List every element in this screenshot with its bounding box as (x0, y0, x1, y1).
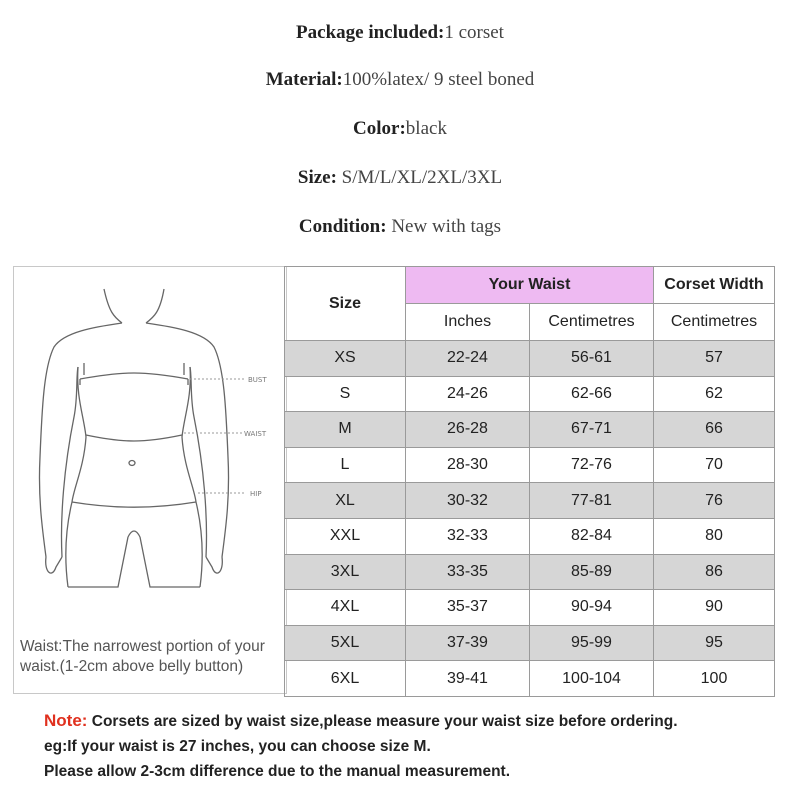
inches-cell: 37-39 (406, 625, 530, 661)
table-row (285, 341, 775, 377)
corset-cell: 66 (654, 412, 775, 448)
size-cell: XXL (285, 518, 406, 554)
color-label: Color: (353, 118, 406, 139)
note-line-3: Please allow 2-3cm difference due to the manual measurement. (44, 763, 511, 780)
size-cell: L (285, 447, 406, 483)
sizing-note (44, 708, 678, 784)
your-waist-header: Your Waist (406, 267, 654, 304)
package-label: Package included: (296, 22, 445, 43)
waist-label: WAIST (244, 430, 267, 438)
table-row (285, 483, 775, 519)
inches-cell: 26-28 (406, 412, 530, 448)
note-text-1: Corsets are sized by waist size,please measure your waist size before ordering. (87, 713, 678, 730)
size-cell: 3XL (285, 554, 406, 590)
cm-cell: 77-81 (530, 483, 654, 519)
material-value: 100%latex/ 9 steel boned (342, 69, 535, 90)
size-cell: S (285, 376, 406, 412)
material-label: Material: (265, 69, 343, 90)
corset-cell: 100 (654, 661, 775, 697)
package-line (0, 22, 800, 44)
table-row (285, 376, 775, 412)
table-row (285, 590, 775, 626)
table-header-row (285, 267, 775, 304)
cm-cell: 62-66 (530, 376, 654, 412)
size-cell: 6XL (285, 661, 406, 697)
corset-cell: 70 (654, 447, 775, 483)
size-cell: M (285, 412, 406, 448)
inches-subheader: Inches (406, 304, 530, 341)
inches-cell: 32-33 (406, 518, 530, 554)
corset-cell: 95 (654, 625, 775, 661)
color-value: black (405, 118, 447, 139)
cm-cell: 90-94 (530, 590, 654, 626)
hip-label: HIP (250, 490, 262, 498)
size-cell: XS (285, 341, 406, 377)
color-line (0, 118, 800, 140)
corset-centimetres-subheader: Centimetres (654, 304, 775, 341)
centimetres-subheader: Centimetres (530, 304, 654, 341)
material-line (0, 69, 800, 91)
cm-cell: 56-61 (530, 341, 654, 377)
corset-cell: 62 (654, 376, 775, 412)
condition-label: Condition: (298, 216, 392, 237)
inches-cell: 35-37 (406, 590, 530, 626)
cm-cell: 82-84 (530, 518, 654, 554)
cm-cell: 85-89 (530, 554, 654, 590)
corset-cell: 80 (654, 518, 775, 554)
cm-cell: 67-71 (530, 412, 654, 448)
waist-caption (14, 637, 288, 677)
corset-cell: 90 (654, 590, 775, 626)
body-outline-illustration (14, 267, 286, 627)
table-row (285, 447, 775, 483)
table-row (285, 554, 775, 590)
inches-cell: 24-26 (406, 376, 530, 412)
size-line (0, 167, 800, 189)
size-cell: 5XL (285, 625, 406, 661)
size-chart-table (284, 266, 775, 697)
cm-cell: 95-99 (530, 625, 654, 661)
inches-cell: 33-35 (406, 554, 530, 590)
inches-cell: 22-24 (406, 341, 530, 377)
size-cell: XL (285, 483, 406, 519)
note-line-1 (44, 708, 678, 734)
body-figure-panel (13, 266, 287, 694)
condition-value: New with tags (391, 216, 502, 237)
note-line-2: eg:If your waist is 27 inches, you can choose size M. (44, 738, 431, 755)
corset-width-header: Corset Width (654, 267, 775, 304)
bust-label: BUST (248, 376, 267, 384)
inches-cell: 30-32 (406, 483, 530, 519)
cm-cell: 100-104 (530, 661, 654, 697)
size-label: Size: (297, 167, 342, 188)
size-header: Size (285, 267, 406, 341)
size-cell: 4XL (285, 590, 406, 626)
note-label: Note: (44, 711, 88, 730)
inches-cell: 39-41 (406, 661, 530, 697)
caption-line-2: waist.(1-2cm above belly button) (20, 658, 244, 675)
package-value: 1 corset (444, 22, 504, 43)
inches-cell: 28-30 (406, 447, 530, 483)
caption-line-1: Waist:The narrowest portion of your (20, 638, 265, 655)
condition-line (0, 216, 800, 238)
cm-cell: 72-76 (530, 447, 654, 483)
corset-cell: 76 (654, 483, 775, 519)
size-value: S/M/L/XL/2XL/3XL (341, 167, 503, 188)
corset-cell: 86 (654, 554, 775, 590)
table-row (285, 625, 775, 661)
table-row (285, 661, 775, 697)
table-row (285, 412, 775, 448)
corset-cell: 57 (654, 341, 775, 377)
table-row (285, 518, 775, 554)
